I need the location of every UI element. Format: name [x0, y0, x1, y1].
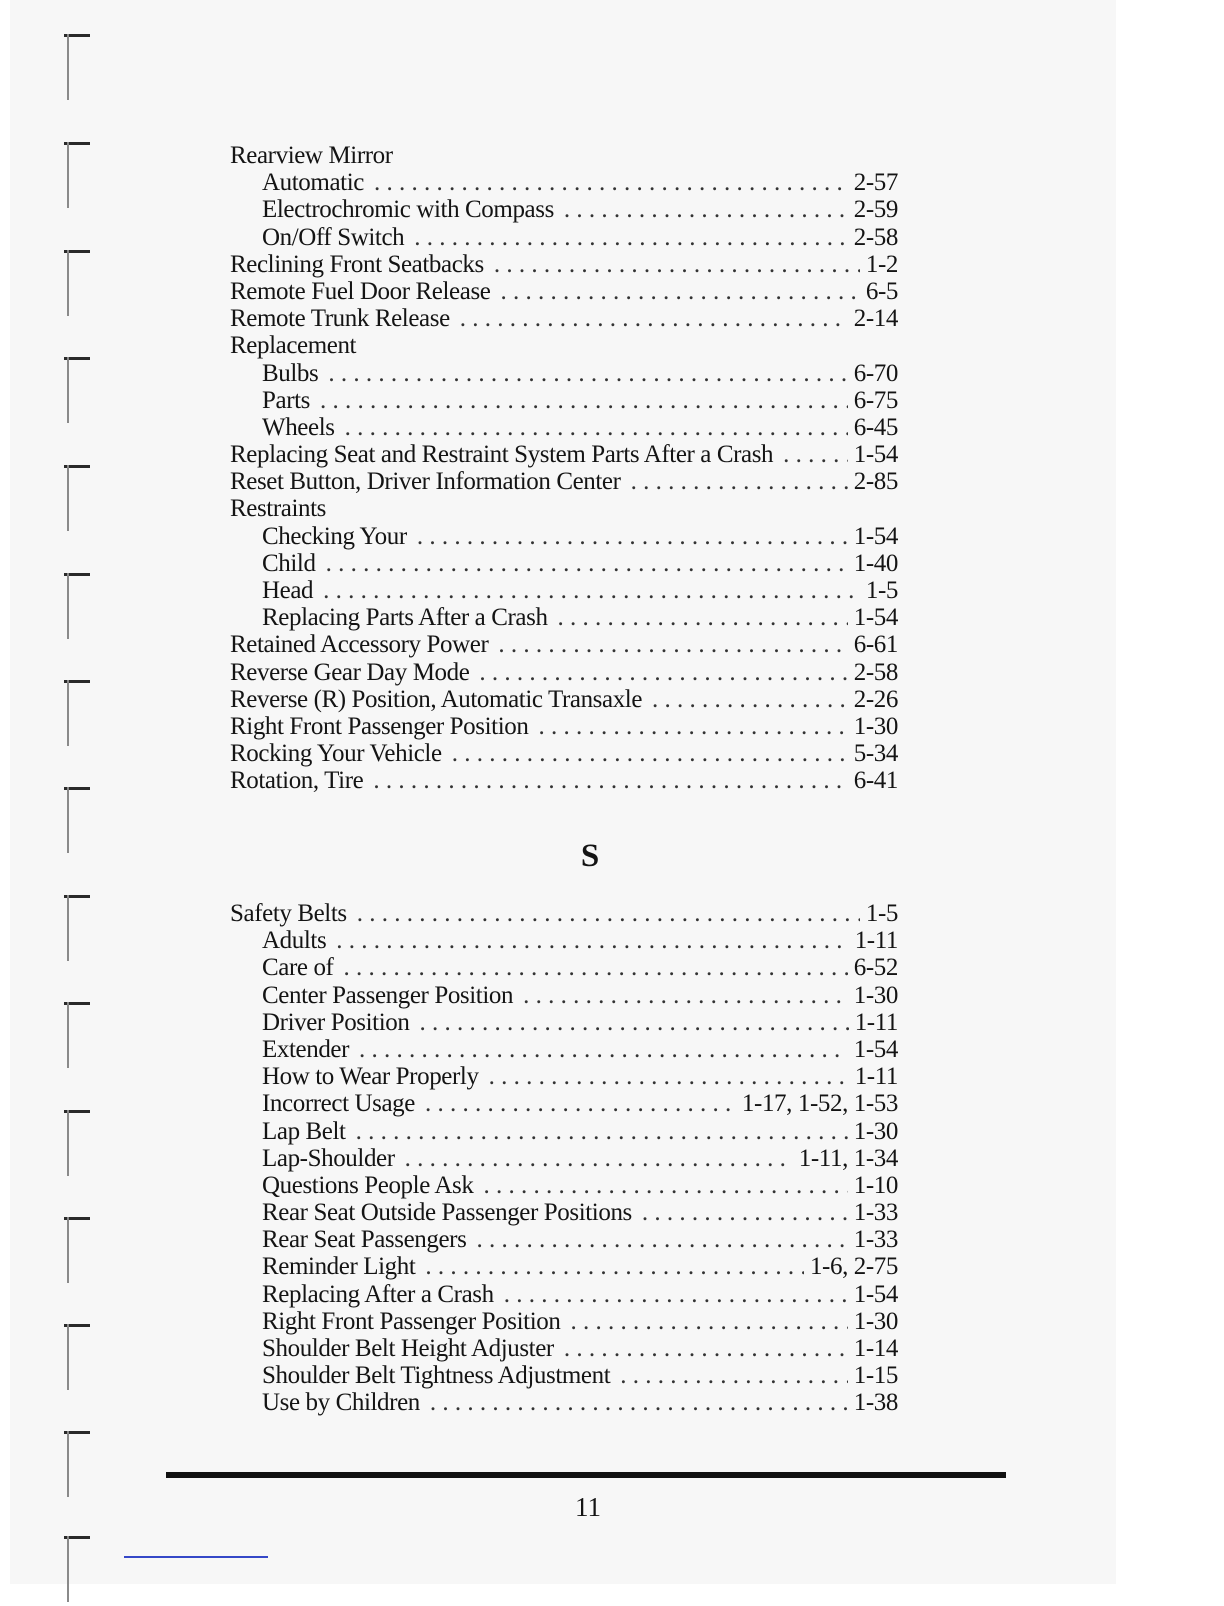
- entry-label: Child: [262, 549, 316, 577]
- entry-page-ref: 6-52: [853, 954, 898, 982]
- entry-page-ref: 1-2: [865, 250, 898, 278]
- entry-label: Reset Button, Driver Information Center: [230, 468, 621, 496]
- entry-label: Questions People Ask: [262, 1171, 474, 1199]
- entry-page-ref: 6-70: [853, 359, 898, 387]
- dot-leader: [425, 1253, 804, 1280]
- binder-mark: [64, 1431, 90, 1501]
- entry-page-ref: 2-26: [853, 685, 898, 713]
- index-entry: [230, 332, 898, 359]
- entry-page-ref: 6-75: [853, 386, 898, 414]
- dot-leader: [500, 278, 859, 305]
- entry-label: Right Front Passenger Position: [230, 712, 529, 740]
- entry-label: Replacement: [230, 332, 357, 360]
- index-entry: [230, 251, 898, 278]
- entry-label: Reverse (R) Position, Automatic Transaxle: [230, 685, 643, 713]
- entry-page-ref: 1-54: [853, 1035, 898, 1063]
- binder-mark: [64, 573, 90, 643]
- index-entry: [230, 1253, 898, 1280]
- entry-label: Use by Children: [262, 1389, 420, 1417]
- index-section-r: [230, 142, 898, 795]
- footer-rule: [166, 1472, 1006, 1478]
- index-entry: [230, 550, 898, 577]
- entry-page-ref: 1-15: [853, 1362, 898, 1390]
- index-entry: [230, 1335, 898, 1362]
- entry-label: Retained Accessory Power: [230, 631, 489, 659]
- binder-mark: [64, 465, 90, 535]
- entry-page-ref: 1-6, 2-75: [809, 1253, 898, 1281]
- section-heading-s: S: [580, 838, 600, 874]
- dot-leader: [430, 1389, 848, 1416]
- entry-page-ref: 1-14: [853, 1335, 898, 1362]
- entry-label: Remote Trunk Release: [230, 305, 450, 333]
- binder-mark: [64, 1536, 90, 1606]
- dot-leader: [489, 1063, 849, 1090]
- binder-mark: [64, 34, 90, 104]
- index-entry: [230, 927, 898, 954]
- entry-label: Head: [262, 577, 314, 604]
- entry-label: Rearview Mirror: [230, 142, 393, 169]
- dot-leader: [564, 196, 848, 223]
- dot-leader: [320, 387, 848, 414]
- index-entry: [230, 1281, 898, 1308]
- index-entry: [230, 631, 898, 658]
- entry-label: Lap Belt: [262, 1117, 346, 1145]
- dot-leader: [414, 224, 848, 251]
- index-entry: [230, 767, 898, 794]
- entry-page-ref: 1-11: [854, 1063, 898, 1091]
- index-entry: [230, 686, 898, 713]
- index-entry: [230, 305, 898, 332]
- dot-leader: [460, 305, 848, 332]
- entry-label: Incorrect Usage: [262, 1090, 415, 1118]
- index-entry: [230, 604, 898, 631]
- entry-page-ref: 5-34: [853, 740, 898, 768]
- dot-leader: [631, 468, 848, 495]
- dot-leader: [373, 767, 847, 794]
- dot-leader: [343, 954, 847, 981]
- index-entry: [230, 196, 898, 223]
- dot-leader: [356, 1118, 848, 1145]
- entry-page-ref: 1-38: [853, 1389, 898, 1417]
- entry-label: Reminder Light: [262, 1253, 416, 1281]
- dot-leader: [483, 1172, 847, 1199]
- entry-label: Bulbs: [262, 359, 319, 387]
- entry-label: Adults: [262, 927, 327, 955]
- entry-page-ref: 1-33: [853, 1226, 898, 1254]
- index-entry: [230, 414, 898, 441]
- index-entry: [230, 954, 898, 981]
- index-entry: [230, 1090, 898, 1117]
- entry-page-ref: 1-5: [865, 577, 898, 604]
- entry-label: Checking Your: [262, 522, 407, 550]
- entry-label: Electrochromic with Compass: [262, 196, 554, 224]
- index-entry: [230, 360, 898, 387]
- index-entry: [230, 1308, 898, 1335]
- binder-mark: [64, 1110, 90, 1180]
- entry-page-ref: 6-61: [853, 631, 898, 659]
- entry-page-ref: 1-54: [853, 441, 898, 469]
- binder-mark: [64, 1002, 90, 1072]
- entry-label: Parts: [262, 386, 311, 414]
- entry-label: Shoulder Belt Height Adjuster: [262, 1335, 554, 1362]
- entry-page-ref: 1-30: [853, 712, 898, 740]
- entry-page-ref: 1-54: [853, 1280, 898, 1308]
- dot-leader: [419, 1009, 848, 1036]
- binder-mark: [64, 895, 90, 965]
- index-entry: [230, 1036, 898, 1063]
- index-entry: [230, 740, 898, 767]
- index-entry: [230, 523, 898, 550]
- entry-label: Center Passenger Position: [262, 981, 514, 1009]
- entry-label: Replacing After a Crash: [262, 1280, 494, 1308]
- index-entry: [230, 1199, 898, 1226]
- dot-leader: [558, 604, 848, 631]
- binder-mark: [64, 1217, 90, 1287]
- entry-label: Reverse Gear Day Mode: [230, 658, 470, 686]
- entry-label: Automatic: [262, 169, 364, 197]
- entry-page-ref: 1-5: [865, 900, 898, 927]
- entry-label: Restraints: [230, 495, 326, 523]
- entry-label: Shoulder Belt Tightness Adjustment: [262, 1362, 611, 1390]
- entry-label: Wheels: [262, 413, 335, 441]
- entry-page-ref: 2-14: [853, 305, 898, 333]
- entry-page-ref: 1-33: [853, 1199, 898, 1227]
- index-entry: [230, 1362, 898, 1389]
- index-section-s: [230, 900, 898, 1417]
- entry-label: Rear Seat Passengers: [262, 1226, 467, 1254]
- index-entry: [230, 142, 898, 169]
- page-number: 11: [575, 1492, 601, 1522]
- binder-mark: [64, 1324, 90, 1394]
- index-entry: [230, 659, 898, 686]
- dot-leader: [479, 659, 847, 686]
- entry-page-ref: 1-54: [853, 604, 898, 632]
- entry-label: Care of: [262, 954, 334, 982]
- entry-page-ref: 2-58: [853, 658, 898, 686]
- footer-link-underline[interactable]: [124, 1556, 268, 1558]
- index-entry: [230, 577, 898, 604]
- index-entry: [230, 1063, 898, 1090]
- index-entry: [230, 1226, 898, 1253]
- entry-label: How to Wear Properly: [262, 1063, 479, 1091]
- index-entry: [230, 1389, 898, 1416]
- entry-label: Driver Position: [262, 1008, 410, 1036]
- index-entry: [230, 278, 898, 305]
- entry-page-ref: 1-30: [853, 1307, 898, 1335]
- dot-leader: [652, 686, 848, 713]
- dot-leader: [357, 900, 860, 927]
- entry-page-ref: 1-17, 1-52, 1-53: [741, 1090, 898, 1118]
- dot-leader: [570, 1308, 847, 1335]
- dot-leader: [425, 1090, 736, 1117]
- entry-page-ref: 1-10: [853, 1171, 898, 1199]
- entry-page-ref: 1-30: [853, 1117, 898, 1145]
- dot-leader: [642, 1199, 848, 1226]
- dot-leader: [405, 1145, 793, 1172]
- dot-leader: [538, 713, 847, 740]
- index-entry: [230, 1009, 898, 1036]
- dot-leader: [476, 1226, 847, 1253]
- index-entry: [230, 1118, 898, 1145]
- entry-label: Rotation, Tire: [230, 767, 364, 795]
- index-entry: [230, 1145, 898, 1172]
- dot-leader: [336, 927, 848, 954]
- dot-leader: [452, 740, 848, 767]
- dot-leader: [328, 360, 847, 387]
- entry-label: Rocking Your Vehicle: [230, 740, 442, 768]
- entry-label: Replacing Seat and Restraint System Parts After a Crash: [230, 441, 774, 469]
- entry-page-ref: 1-30: [853, 981, 898, 1009]
- index-entry: [230, 441, 898, 468]
- index-entry: [230, 169, 898, 196]
- index-entry: [230, 900, 898, 927]
- index-entry: [230, 713, 898, 740]
- entry-page-ref: 1-11, 1-34: [798, 1144, 898, 1172]
- entry-label: Rear Seat Outside Passenger Positions: [262, 1199, 632, 1227]
- entry-page-ref: 6-5: [865, 277, 898, 305]
- dot-leader: [523, 982, 848, 1009]
- entry-page-ref: 2-59: [853, 196, 898, 224]
- dot-leader: [783, 441, 848, 468]
- dot-leader: [498, 631, 847, 658]
- dot-leader: [564, 1335, 848, 1362]
- entry-page-ref: 2-57: [853, 169, 898, 197]
- dot-leader: [504, 1281, 848, 1308]
- dot-leader: [345, 414, 848, 441]
- index-entry: [230, 982, 898, 1009]
- entry-page-ref: 6-45: [853, 413, 898, 441]
- entry-label: Remote Fuel Door Release: [230, 277, 491, 305]
- entry-label: Replacing Parts After a Crash: [262, 604, 548, 632]
- binder-mark: [64, 357, 90, 427]
- entry-label: Right Front Passenger Position: [262, 1307, 561, 1335]
- entry-page-ref: 1-11: [854, 1008, 898, 1036]
- dot-leader: [494, 251, 860, 278]
- entry-page-ref: 6-41: [853, 767, 898, 795]
- entry-label: Safety Belts: [230, 900, 347, 927]
- entry-label: Reclining Front Seatbacks: [230, 250, 484, 278]
- entry-page-ref: 1-54: [853, 522, 898, 550]
- entry-label: Lap-Shoulder: [262, 1144, 395, 1172]
- index-entry: [230, 1172, 898, 1199]
- index-entry: [230, 224, 898, 251]
- dot-leader: [417, 523, 848, 550]
- dot-leader: [620, 1362, 848, 1389]
- binder-mark: [64, 250, 90, 320]
- index-entry: [230, 468, 898, 495]
- dot-leader: [326, 550, 848, 577]
- entry-label: On/Off Switch: [262, 223, 405, 251]
- entry-label: Extender: [262, 1035, 350, 1063]
- dot-leader: [323, 577, 860, 604]
- index-entry: [230, 387, 898, 414]
- entry-page-ref: 1-40: [853, 549, 898, 577]
- dot-leader: [359, 1036, 848, 1063]
- binder-mark: [64, 142, 90, 212]
- entry-page-ref: 1-11: [854, 927, 898, 955]
- entry-page-ref: 2-58: [853, 223, 898, 251]
- index-entry: [230, 495, 898, 522]
- binder-mark: [64, 680, 90, 750]
- dot-leader: [374, 169, 848, 196]
- entry-page-ref: 2-85: [853, 468, 898, 496]
